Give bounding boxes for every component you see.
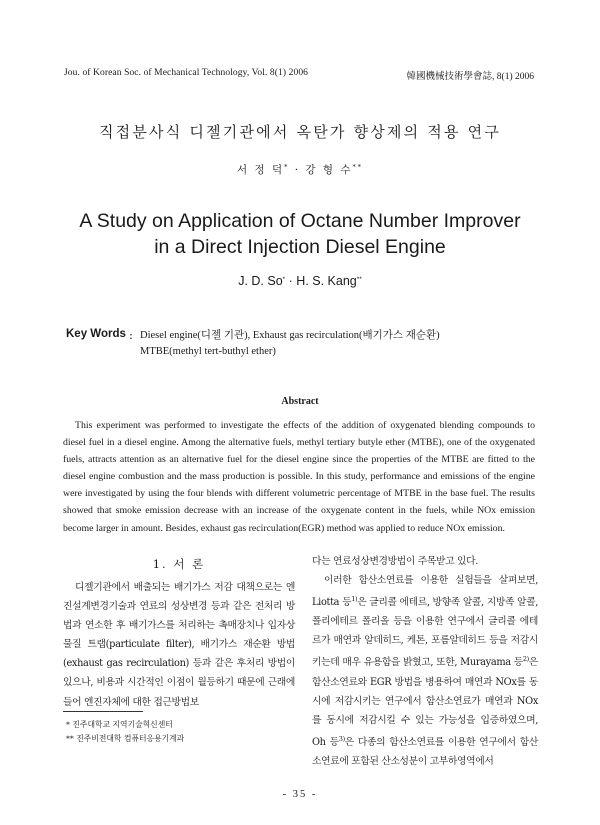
body-column-left: 디젤기관에서 배출되는 배기가스 저감 대책으로는 엔진설계변경기술과 연료의 성상변경 등과 같은 전처리 방법과 연소한 후 배기가스를 처리하는 촉매장치나 입자상 물질 트랩(particulate filter), 배기가스 재순환 방법(exhaust gas recirculation) 등과 같은 후처리 방법이 있으나, 비용과 시간적인 이점이 월등하기 때문에 근래에 들어 엔진자체에 대한 접근방법보 [63,582,295,708]
abstract-text: This experiment was performed to investigate the effects of the addition of oxygenated blending compounds to diesel fuel in a diesel engine. Among the alternative fuels, methyl tertiary butyle ether (MTBE), one of the oxygenated fuels, attracts attention as an alternative fuel for the diesel engine since the properties of the MTBE are fitted to the diesel engine combustion and the mass production is possible. In this study, performance and emissions of the engine were investigated by using the four blends with different volumetric percentage of MTBE in the base fuel. The results showed that smoke emission decrease with an increase of the oxygenate content in the fuels, while NOx emission become larger in amount. Besides, exhaust gas recirculation(EGR) method was applied to reduce NOx emission. [63,420,535,534]
title-en-line2: in a Direct Injection Diesel Engine [154,236,446,258]
keywords-label: Key Words [66,328,126,340]
section-title-introduction: 1. 서 론 [152,557,206,571]
body-column-right [312,552,538,771]
paper-title-korean: 직접분사식 디젤기관에서 옥탄가 향상제의 적용 연구 [98,123,502,141]
journal-header-en: Jou. of Korean Soc. of Mechanical Technology, Vol. 8(1) 2006 [64,68,309,78]
abstract-heading: Abstract [281,396,319,407]
footnote-2: ** 진주비전대학 컴퓨터응용기계과 [66,734,185,743]
keywords-line-2: MTBE(methyl tert-buthyl ether) [140,346,276,357]
page-number: - 35 - [282,789,318,800]
keywords-colon: : [129,328,133,342]
authors-english: J. D. So* · H. S. Kang** [238,274,362,288]
footnote-divider [63,711,143,712]
footnote-1: * 진주대학교 지역기술혁신센터 [66,720,173,729]
body-right-paragraph-2: 이러한 함산소연료를 이용한 실험들을 살펴보면, Liotta 등$^{1)}$은 글리콜 에테르, 방향족 알콜, 지방족 알콜, 폴리에테르 폴리올 등을 이용한 연구에서 글리콜 에테르가 매연과 알데히드, 케톤, 포름알데히드 등을 저감시키는데 매우 유용함을 밝혔고, 또한, Murayama 등$^{2)}$은 함산소연료와 EGR 방법을 병용하여 매연과 NOx를 동시에 저감시키는 연구에서 함산소연료가 매연과 NOx를 동시에 저감시킬 수 있는 가능성을 입증하였으며, Oh 등$^{3)}$은 다종의 함산소연료를 이용한 연구에서 함산소연료에 포함된 산소성분이 고부하영역에서 [312,575,539,767]
journal-header-kr: 韓國機械技術學會誌, 8(1) 2006 [406,72,534,82]
keywords-line-1: Diesel engine(디젤 기관), Exhaust gas recirculation(배기가스 재순환) [140,330,440,341]
title-en-line1: A Study on Application of Octane Number Improver [79,210,521,232]
authors-korean: 서 정 덕* · 강 형 수** [237,163,363,176]
paper-title-english [0,208,600,260]
body-right-paragraph-1: 다는 연료성상변경방법이 주목받고 있다. [312,556,478,567]
